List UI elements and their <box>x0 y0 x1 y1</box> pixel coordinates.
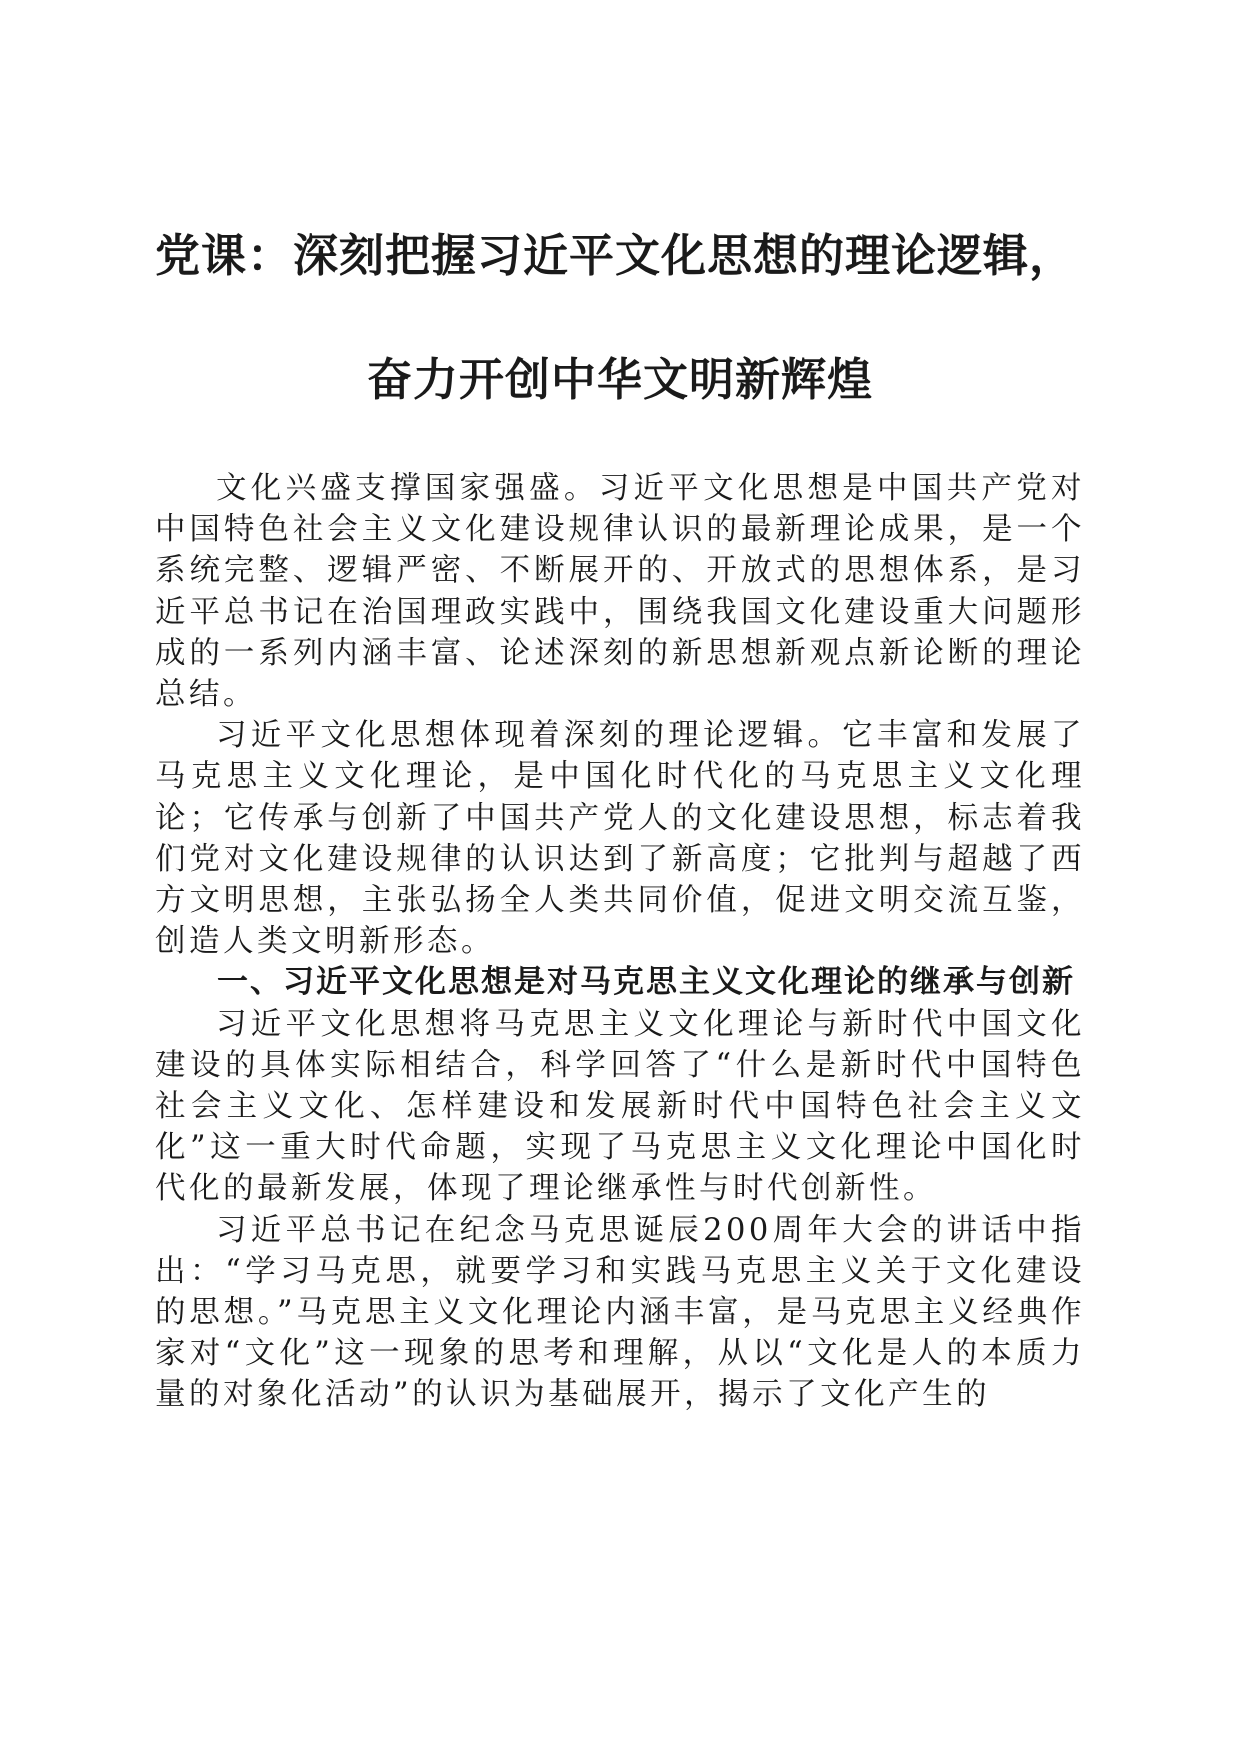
body-paragraph: 习近平文化思想将马克思主义文化理论与新时代中国文化建设的具体实际相结合，科学回答了“什么是新时代中国特色社会主义文化、怎样建设和发展新时代中国特色社会主义文化”这一重大时代命题，实现了马克思主义文化理论中国化时代化的最新发展，体现了理论继承性与时代创新性。 <box>155 1006 1085 1207</box>
body-paragraph: 习近平文化思想体现着深刻的理论逻辑。它丰富和发展了马克思主义文化理论，是中国化时代化的马克思主义文化理论；它传承与创新了中国共产党人的文化建设思想，标志着我们党对文化建设规律的认识达到了新高度；它批判与超越了西方文明思想，主张弘扬全人类共同价值，促进文明交流互鉴，创造人类文明新形态。 <box>155 718 1085 960</box>
document-title-line-2: 奋力开创中华文明新辉煌 <box>366 353 873 406</box>
body-paragraph: 文化兴盛支撑国家强盛。习近平文化思想是中国共产党对中国特色社会主义文化建设规律认识的最新理论成果，是一个系统完整、逻辑严密、不断展开的、开放式的思想体系，是习近平总书记在治国理政实践中，围绕我国文化建设重大问题形成的一系列内涵丰富、论述深刻的新思想新观点新论断的理论总结。 <box>155 471 1085 713</box>
body-paragraph: 习近平总书记在纪念马克思诞辰200周年大会的讲话中指出：“学习马克思，就要学习和实践马克思主义关于文化建设的思想。”马克思主义文化理论内涵丰富，是马克思主义经典作家对“文化”这一现象的思考和理解，从以“文化是人的本质力量的对象化活动”的认识为基础展开，揭示了文化产生的 <box>155 1212 1085 1413</box>
document-body <box>155 468 1085 1416</box>
section-heading: 一、习近平文化思想是对马克思主义文化理论的继承与创新 <box>217 964 1075 1001</box>
document-title-line-1: 党课：深刻把握习近平文化思想的理论逻辑， <box>155 229 1076 282</box>
